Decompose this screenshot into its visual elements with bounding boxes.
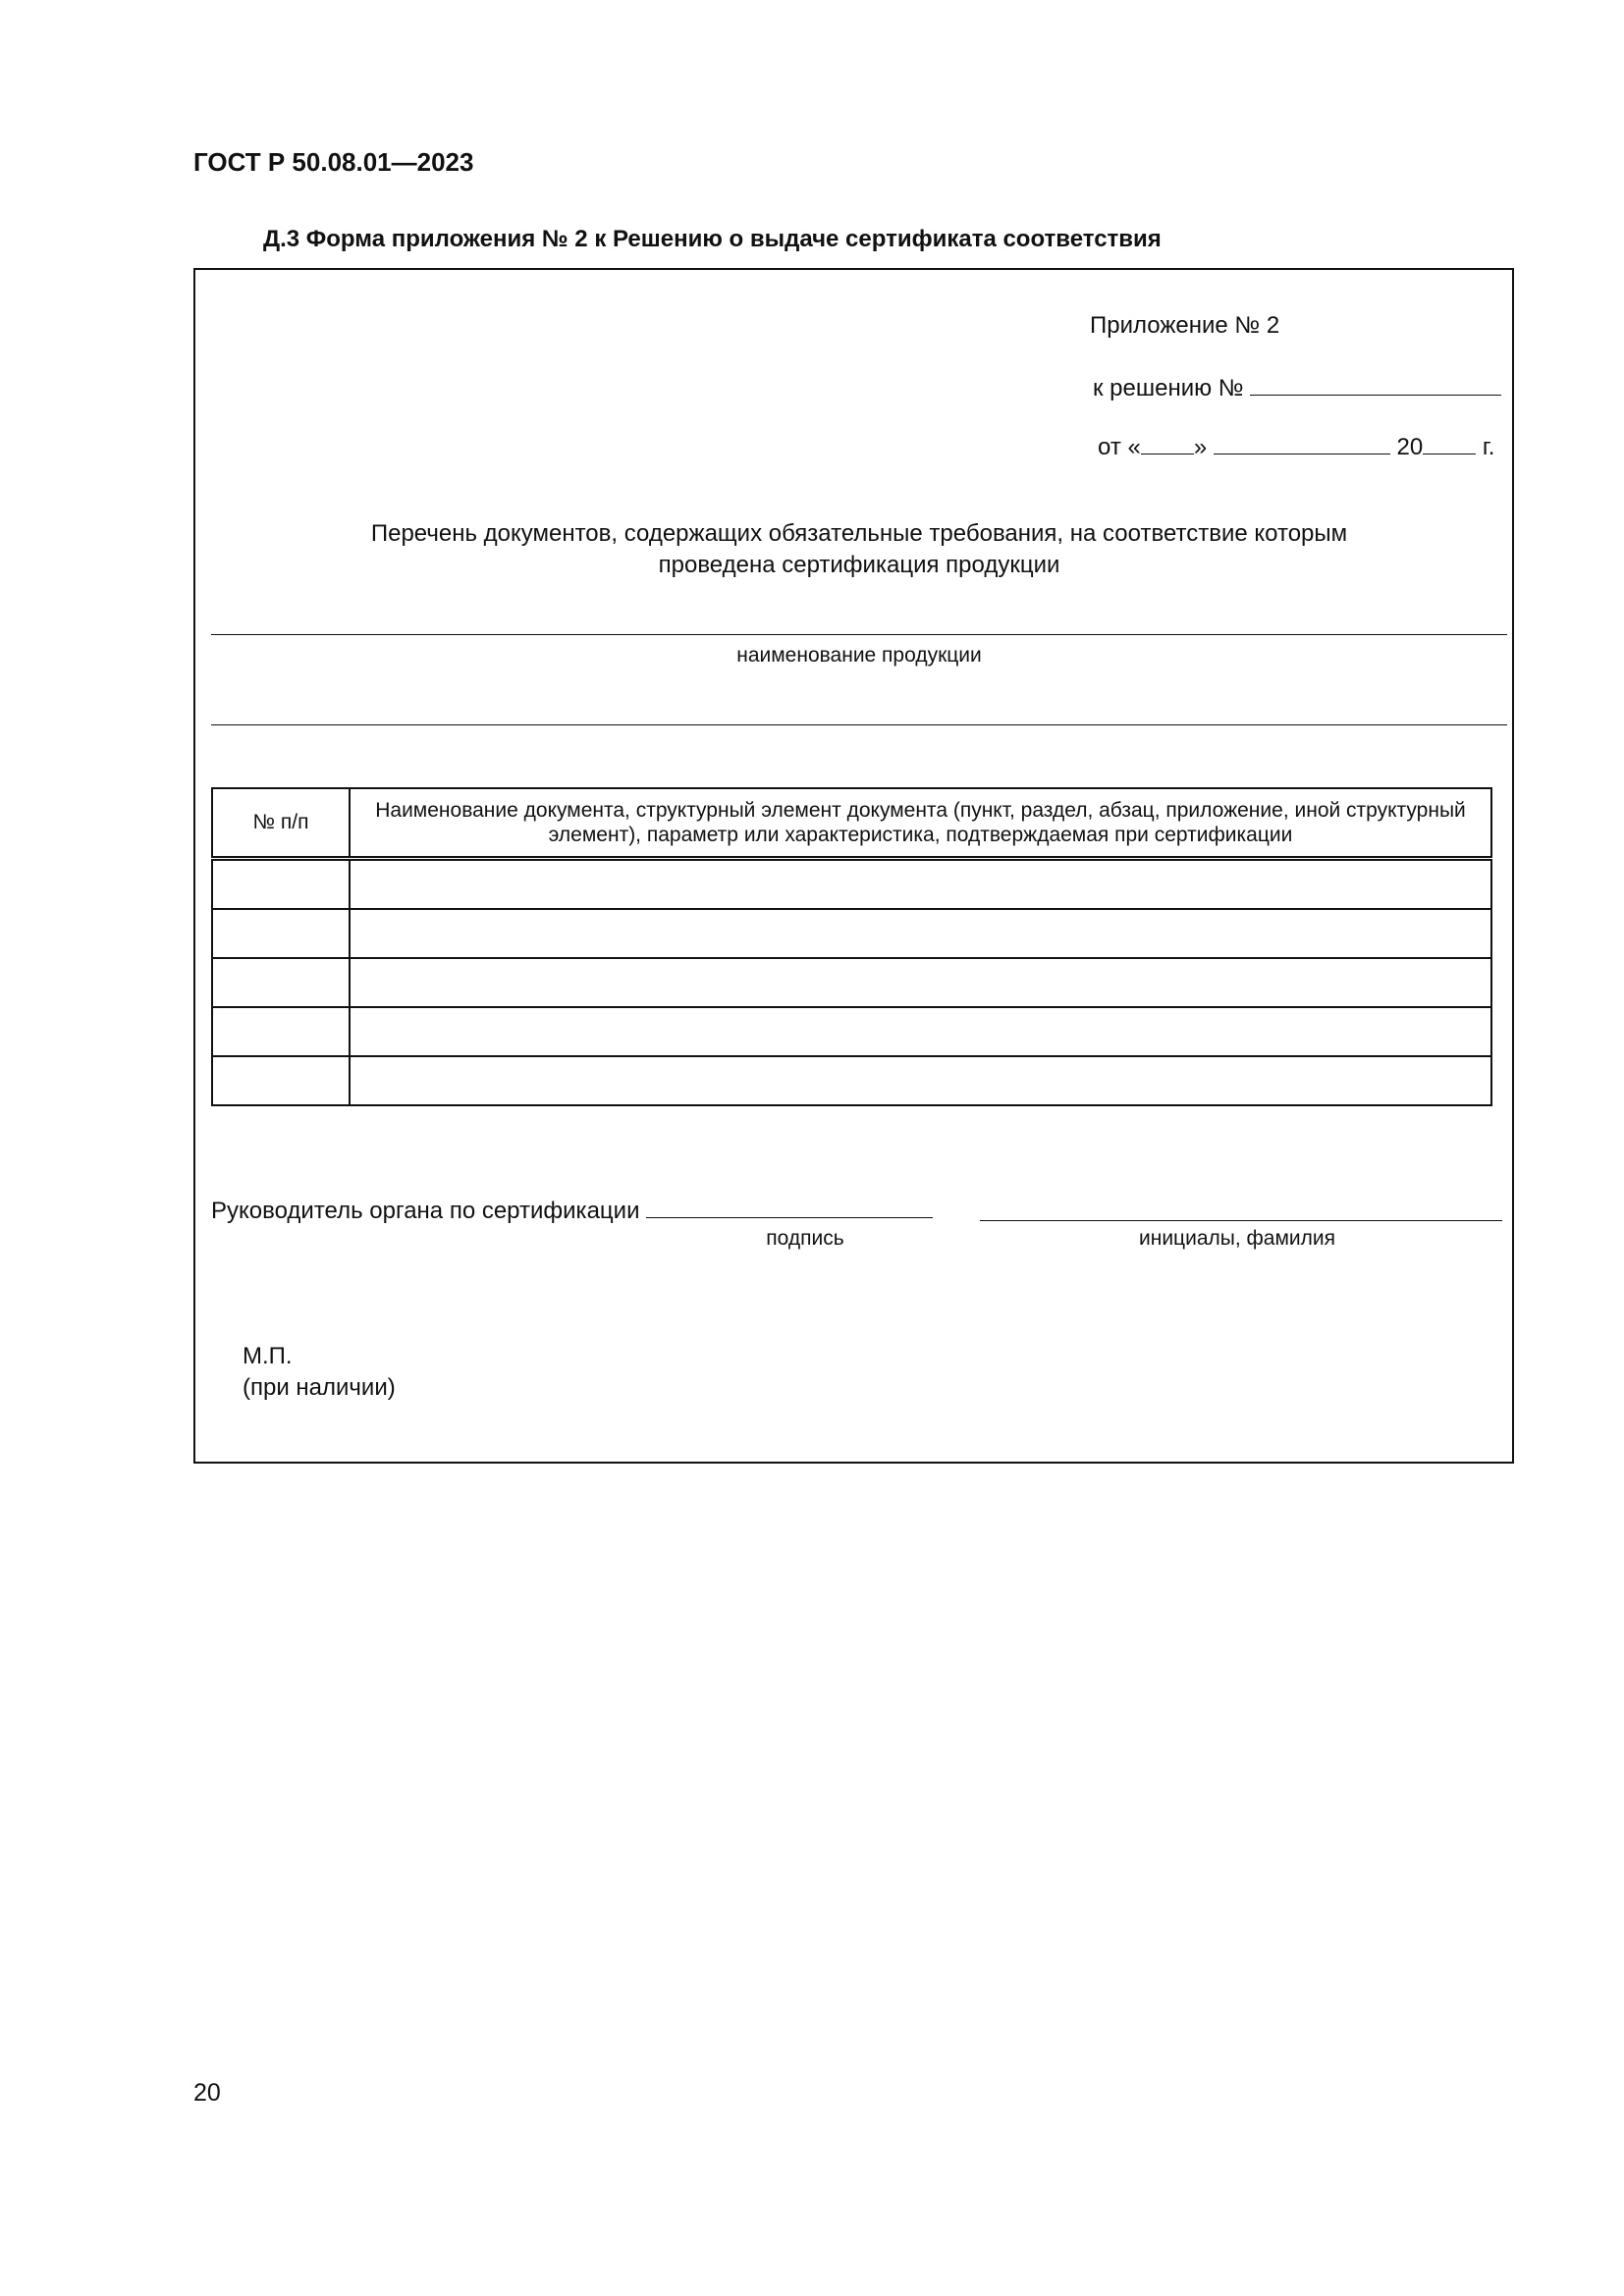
list-title-line2: проведена сертификация продукции (658, 552, 1060, 578)
product-name-caption: наименование продукции (736, 644, 982, 667)
table-header-row (212, 788, 1491, 859)
table-cell-number[interactable] (212, 859, 350, 910)
head-signature-line (211, 1196, 933, 1225)
date-from-label: от « (1098, 434, 1141, 460)
table-row (212, 909, 1491, 958)
signature-field[interactable] (646, 1196, 933, 1218)
table-cell-document[interactable] (350, 859, 1491, 910)
stamp-label: М.П. (243, 1343, 293, 1369)
documents-table (211, 787, 1492, 1106)
table-row (212, 1056, 1491, 1105)
date-quote-close: » (1193, 434, 1208, 460)
document-code: ГОСТ Р 50.08.01—2023 (193, 147, 474, 177)
product-name-field[interactable] (211, 634, 1507, 635)
name-field[interactable] (980, 1220, 1502, 1221)
table-row (212, 1007, 1491, 1056)
table-cell-number[interactable] (212, 909, 350, 958)
product-name-field-line2[interactable] (211, 724, 1507, 725)
decision-date-line (1098, 432, 1494, 461)
date-month-field[interactable] (1214, 432, 1390, 454)
section-title: Д.3 Форма приложения № 2 к Решению о выдаче сертификата соответствия (263, 226, 1162, 252)
table-cell-number[interactable] (212, 1007, 350, 1056)
page-number: 20 (193, 2079, 221, 2107)
head-label: Руководитель органа по сертификации (211, 1198, 640, 1224)
decision-number-field[interactable] (1250, 373, 1501, 396)
decision-number-line (1093, 373, 1501, 402)
signature-caption: подпись (766, 1227, 844, 1250)
column-header-document: Наименование документа, структурный элемент документа (пункт, раздел, абзац, приложение, иной структурный элемент), параметр или характеристика, подтверждаемая при сертификации (350, 788, 1491, 859)
date-day-field[interactable] (1141, 432, 1194, 454)
table-cell-document[interactable] (350, 909, 1491, 958)
date-year-field[interactable] (1423, 432, 1476, 454)
table-cell-document[interactable] (350, 958, 1491, 1007)
decision-label: к решению № (1093, 375, 1244, 401)
name-caption: инициалы, фамилия (1139, 1227, 1335, 1250)
table-cell-document[interactable] (350, 1007, 1491, 1056)
table-cell-number[interactable] (212, 1056, 350, 1105)
date-year-prefix: 20 (1396, 434, 1424, 460)
table-row (212, 859, 1491, 910)
list-title-line1: Перечень документов, содержащих обязательные требования, на соответствие которым (370, 520, 1348, 547)
appendix-label: Приложение № 2 (1090, 312, 1280, 339)
column-header-number: № п/п (212, 788, 350, 859)
table-row (212, 958, 1491, 1007)
table-cell-number[interactable] (212, 958, 350, 1007)
table-cell-document[interactable] (350, 1056, 1491, 1105)
date-year-suffix: г. (1482, 434, 1495, 460)
stamp-note: (при наличии) (243, 1374, 396, 1401)
